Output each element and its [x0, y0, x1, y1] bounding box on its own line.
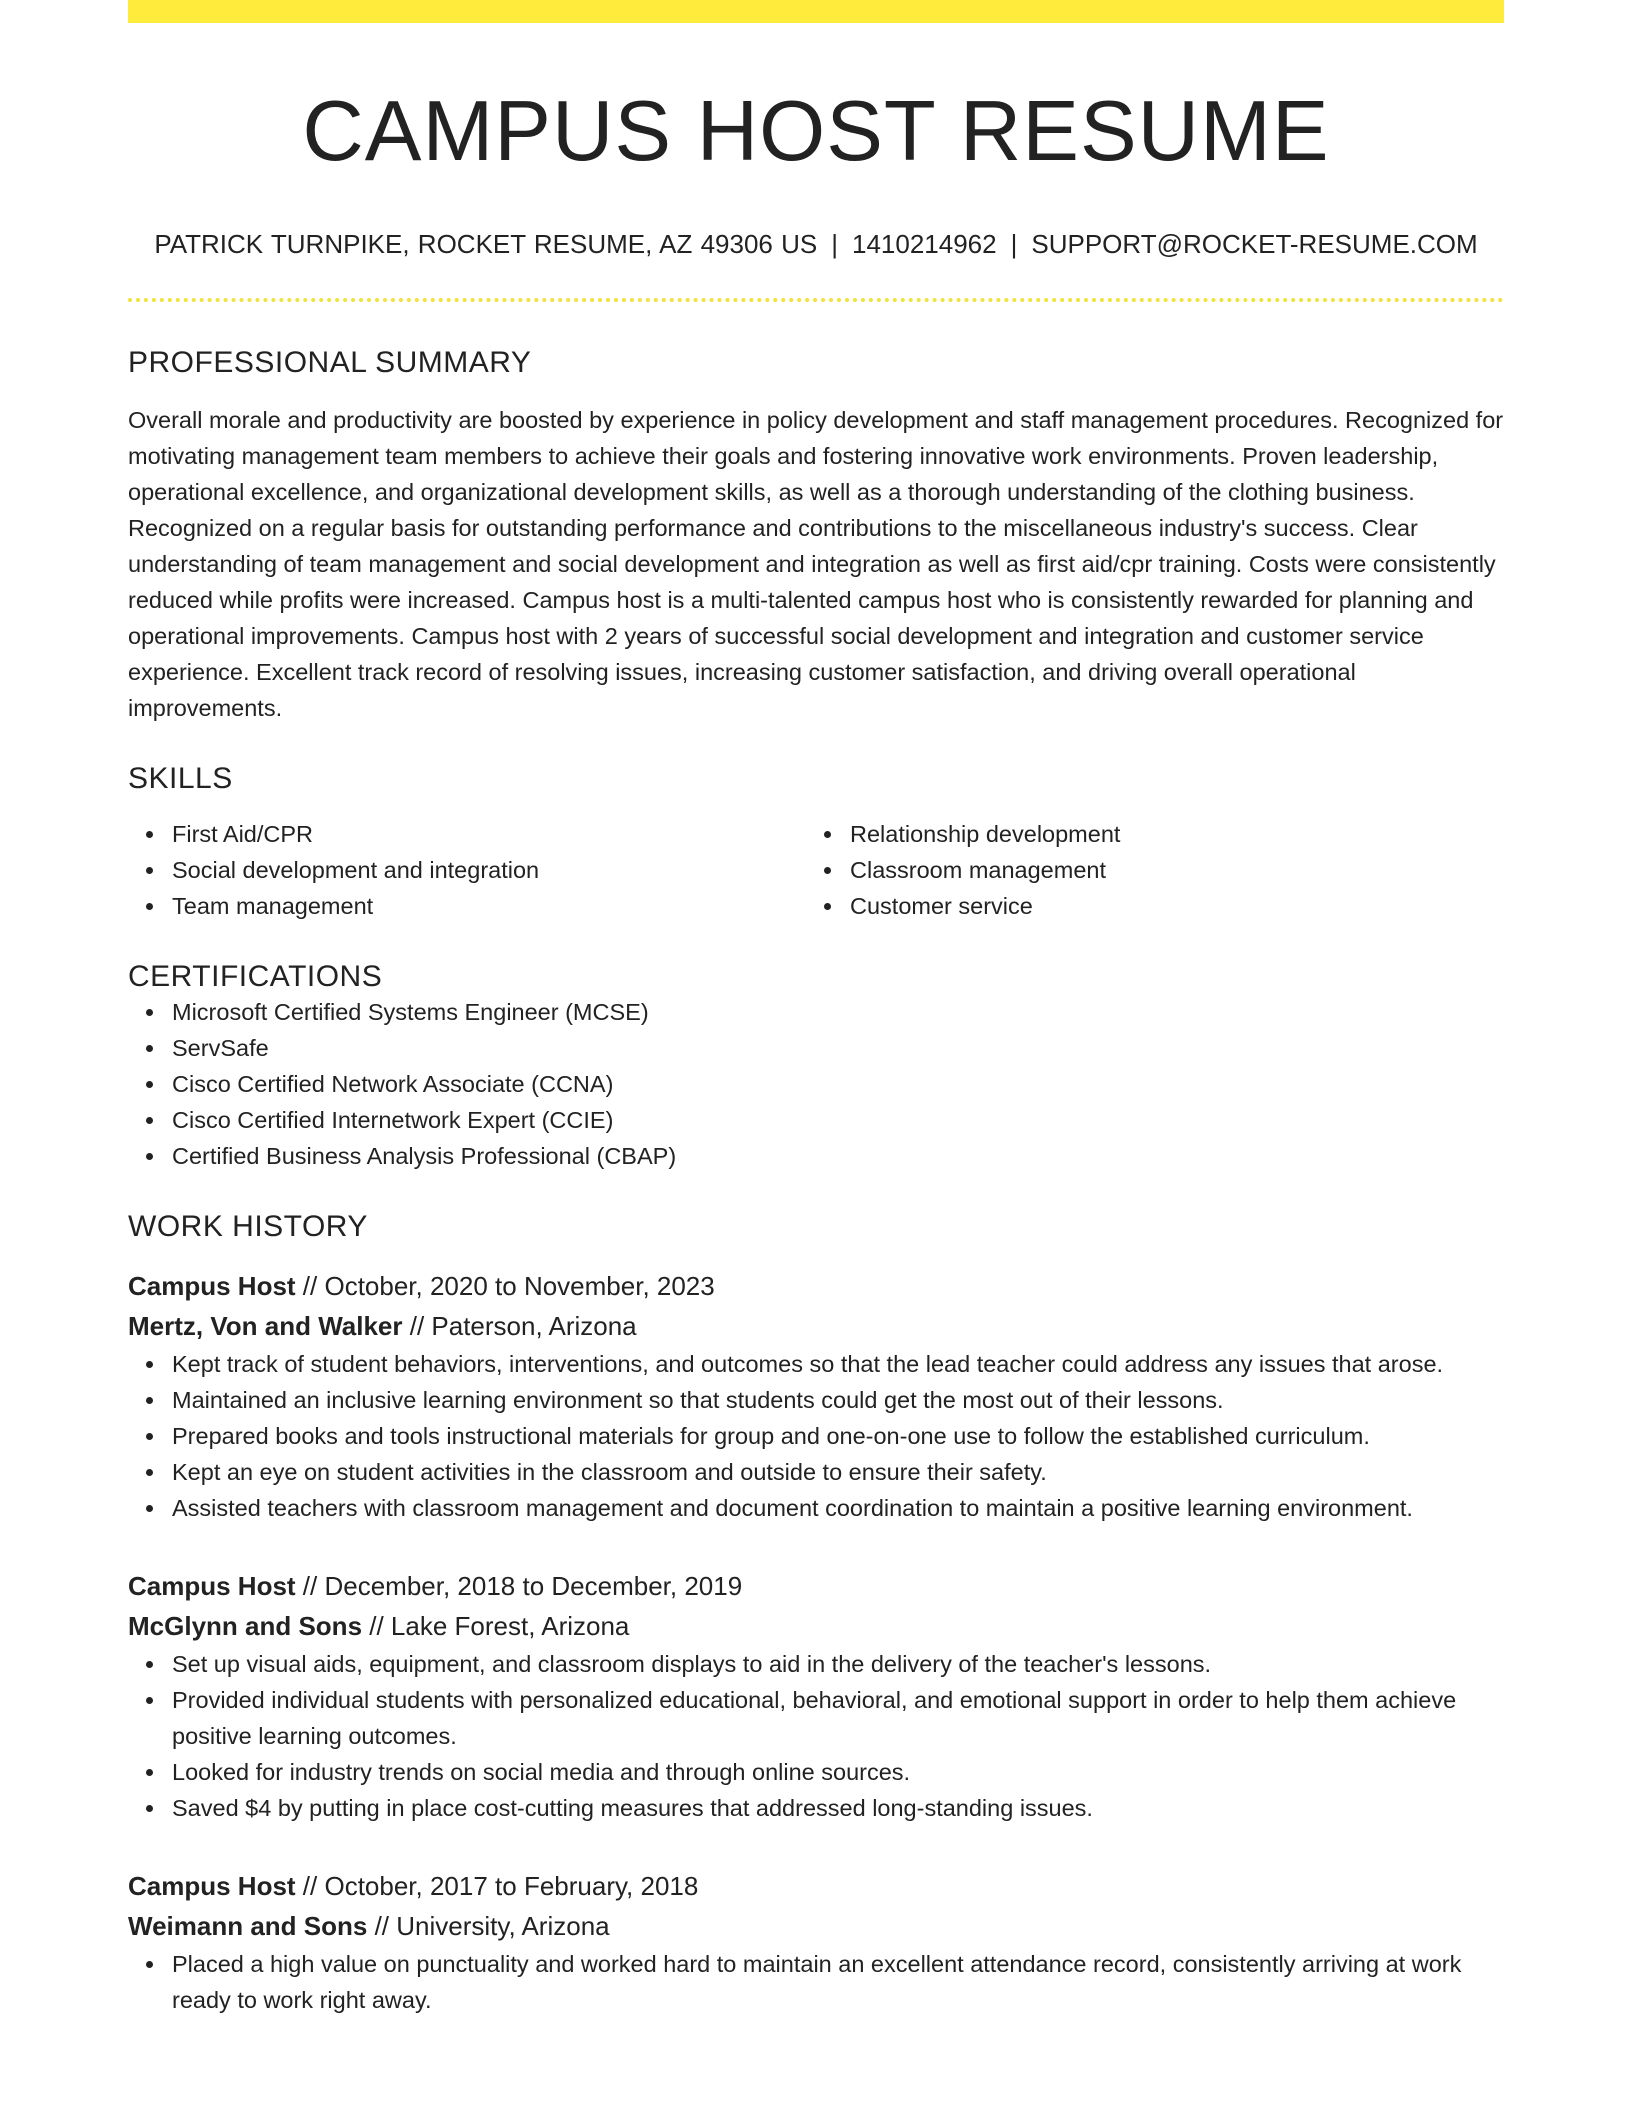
resume-page — [128, 0, 1504, 2018]
skills-list-left — [128, 816, 806, 924]
skill-item: Classroom management — [850, 852, 1504, 888]
job-location: // University, Arizona — [367, 1910, 610, 1941]
job-dates: // October, 2020 to November, 2023 — [295, 1270, 715, 1301]
certification-item: Cisco Certified Network Associate (CCNA) — [172, 1066, 1504, 1102]
job-title: Campus Host — [128, 1570, 296, 1601]
job-bullet: Saved $4 by putting in place cost-cutting measures that addressed long-standing issues. — [172, 1790, 1504, 1826]
job-bullet: Provided individual students with personalized educational, behavioral, and emotional support in order to help them achieve positive learning outcomes. — [172, 1682, 1504, 1754]
job-entry — [128, 1866, 1504, 2018]
contact-email: SUPPORT@ROCKET-RESUME.COM — [1031, 228, 1478, 259]
job-title: Campus Host — [128, 1870, 296, 1901]
job-entry — [128, 1566, 1504, 1826]
job-company: McGlynn and Sons — [128, 1610, 363, 1641]
job-bullet-list — [128, 1646, 1504, 1826]
certification-item: Cisco Certified Internetwork Expert (CCIE) — [172, 1102, 1504, 1138]
summary-heading: PROFESSIONAL SUMMARY — [128, 345, 532, 379]
summary-text: Overall morale and productivity are boosted by experience in policy development and staff management procedures. Recognized for motivating management team members to achieve their goals and fostering innovative work environments. Proven leadership, operational excellence, and organizational development skills, as well as a thorough understanding of the clothing business. Recognized on a regular basis for outstanding performance and contributions to the miscellaneous industry's success. Clear understanding of team management and social development and integration as well as first aid/cpr training. Costs were consistently reduced while profits were increased. Campus host is a multi-talented campus host who is consistently rewarded for planning and operational improvements. Campus host with 2 years of successful social development and integration and customer service experience. Excellent track record of resolving issues, increasing customer satisfaction, and driving overall operational improvements. — [128, 406, 1504, 721]
skills-heading: SKILLS — [128, 761, 233, 795]
job-location: // Paterson, Arizona — [402, 1310, 637, 1341]
certification-item: Certified Business Analysis Professional (CBAP) — [172, 1138, 1504, 1174]
job-title-line — [128, 1266, 1504, 1306]
certification-item: ServSafe — [172, 1030, 1504, 1066]
job-company-line — [128, 1306, 1504, 1346]
contact-separator: | — [831, 228, 838, 259]
skill-item: First Aid/CPR — [172, 816, 806, 852]
job-company-line — [128, 1906, 1504, 1946]
job-company-line — [128, 1606, 1504, 1646]
certifications-heading: CERTIFICATIONS — [128, 959, 383, 993]
job-bullet: Prepared books and tools instructional materials for group and one-on-one use to follow the established curriculum. — [172, 1418, 1504, 1454]
job-bullet: Looked for industry trends on social media and through online sources. — [172, 1754, 1504, 1790]
job-bullet: Kept track of student behaviors, interventions, and outcomes so that the lead teacher could address any issues that arose. — [172, 1346, 1504, 1382]
resume-title: CAMPUS HOST RESUME — [302, 84, 1330, 179]
skills-grid — [128, 816, 1504, 924]
contact-line — [128, 229, 1504, 260]
contact-address: PATRICK TURNPIKE, ROCKET RESUME, AZ 49306 US — [154, 228, 818, 259]
dotted-divider — [128, 298, 1504, 302]
job-entry — [128, 1266, 1504, 1526]
job-company: Weimann and Sons — [128, 1910, 368, 1941]
skill-item: Social development and integration — [172, 852, 806, 888]
job-bullet: Assisted teachers with classroom management and document coordination to maintain a positive learning environment. — [172, 1490, 1504, 1526]
skills-list-right — [806, 816, 1504, 924]
job-bullet: Maintained an inclusive learning environment so that students could get the most out of their lessons. — [172, 1382, 1504, 1418]
work-history-heading: WORK HISTORY — [128, 1209, 368, 1243]
skill-item: Team management — [172, 888, 806, 924]
skill-item: Customer service — [850, 888, 1504, 924]
job-dates: // October, 2017 to February, 2018 — [295, 1870, 699, 1901]
job-location: // Lake Forest, Arizona — [362, 1610, 630, 1641]
job-company: Mertz, Von and Walker — [128, 1310, 403, 1341]
skill-item: Relationship development — [850, 816, 1504, 852]
job-title-line — [128, 1566, 1504, 1606]
job-bullet: Kept an eye on student activities in the classroom and outside to ensure their safety. — [172, 1454, 1504, 1490]
job-dates: // December, 2018 to December, 2019 — [295, 1570, 743, 1601]
accent-top-bar — [128, 0, 1504, 23]
contact-separator: | — [1010, 228, 1018, 259]
job-title-line — [128, 1866, 1504, 1906]
job-title: Campus Host — [128, 1270, 296, 1301]
certifications-list — [128, 994, 1504, 1174]
job-bullet-list — [128, 1946, 1504, 2018]
job-bullet: Placed a high value on punctuality and worked hard to maintain an excellent attendance record, consistently arriving at work ready to work right away. — [172, 1946, 1504, 2018]
job-bullet-list — [128, 1346, 1504, 1526]
contact-phone: 1410214962 — [852, 228, 997, 259]
job-bullet: Set up visual aids, equipment, and classroom displays to aid in the delivery of the teacher's lessons. — [172, 1646, 1504, 1682]
certification-item: Microsoft Certified Systems Engineer (MCSE) — [172, 994, 1504, 1030]
